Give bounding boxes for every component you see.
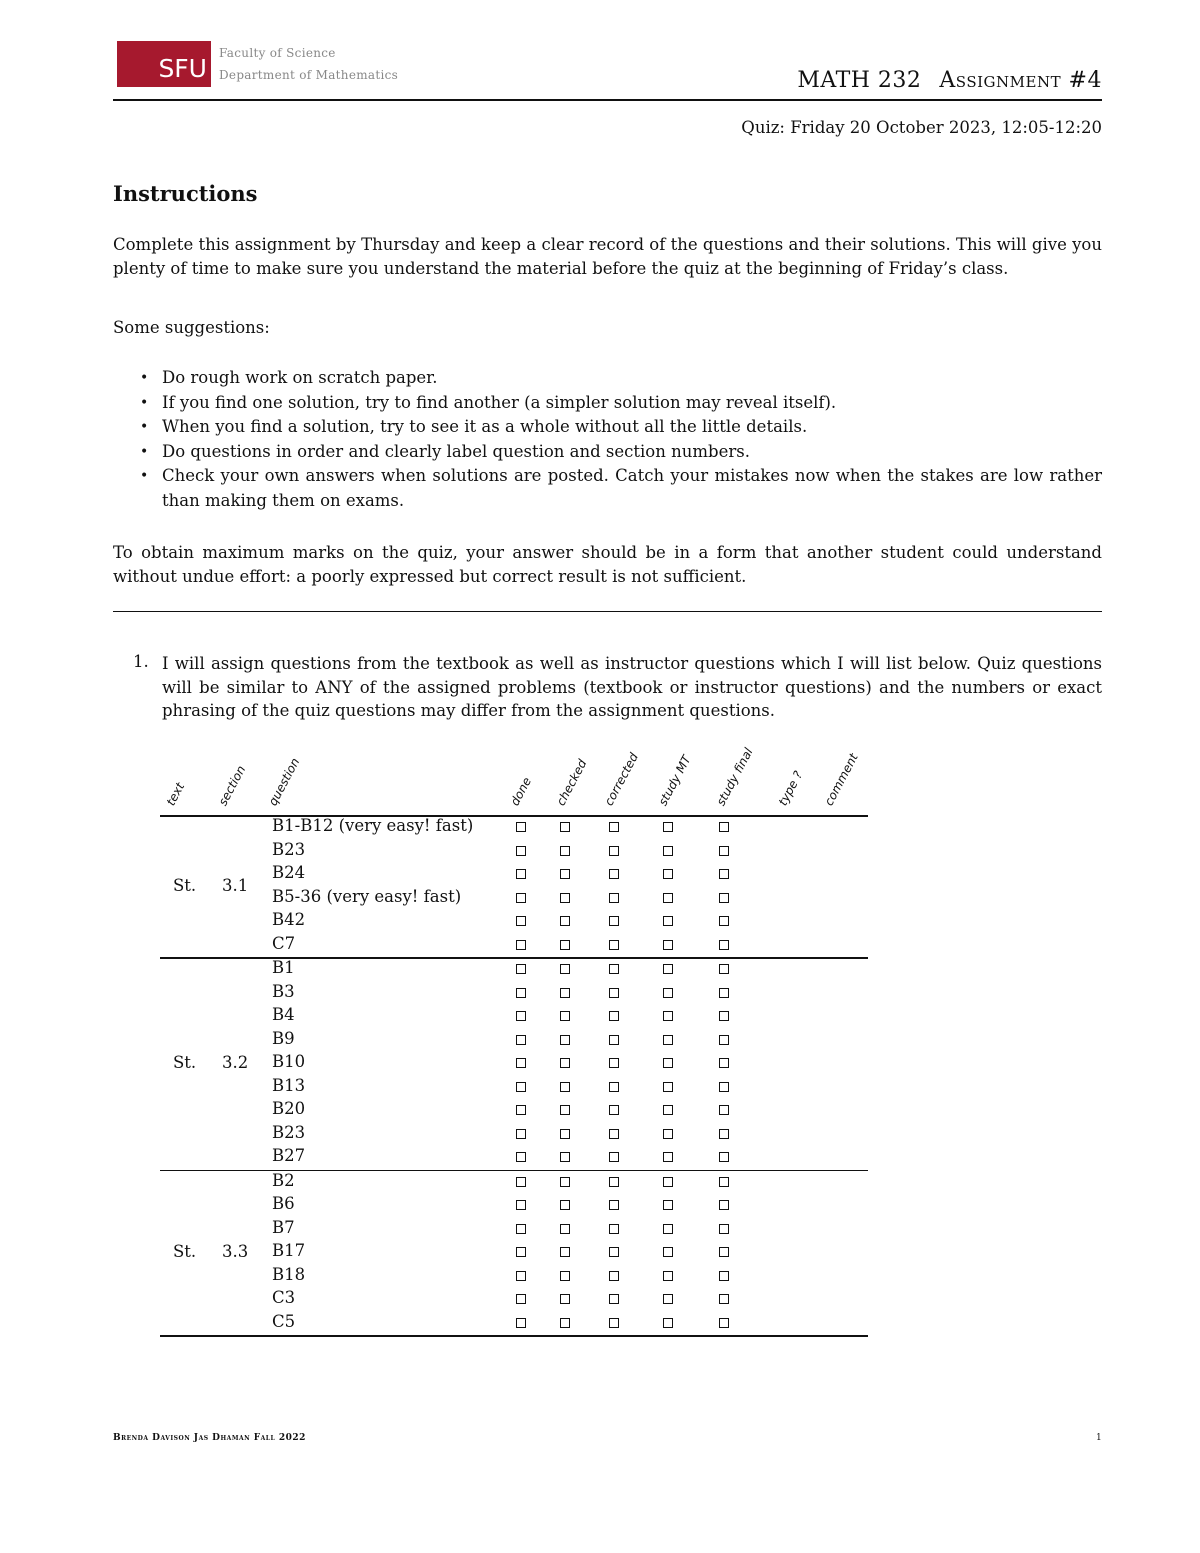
checkbox-study-mt[interactable]	[663, 1105, 673, 1115]
checkbox-corrected[interactable]	[609, 822, 619, 832]
question-cell: B6	[272, 1194, 295, 1213]
page-title	[797, 68, 1102, 93]
header-rule	[113, 99, 1102, 101]
checkbox-study-final[interactable]	[719, 1294, 729, 1304]
checkbox-done[interactable]	[516, 1011, 526, 1021]
column-header: comment	[821, 751, 861, 808]
checkbox-corrected[interactable]	[609, 1271, 619, 1281]
question-cell: B4	[272, 1005, 295, 1024]
checkbox-study-mt[interactable]	[663, 964, 673, 974]
question-cell: C3	[272, 1288, 296, 1307]
checkbox-done[interactable]	[516, 869, 526, 879]
table-rule	[160, 1170, 868, 1172]
checkbox-study-mt[interactable]	[663, 869, 673, 879]
checkbox-study-final[interactable]	[719, 1082, 729, 1092]
checkbox-checked[interactable]	[560, 1177, 570, 1187]
checkbox-checked[interactable]	[560, 1200, 570, 1210]
question-cell: B7	[272, 1217, 295, 1237]
checkbox-checked[interactable]	[560, 869, 570, 879]
question-cell: B1	[272, 958, 295, 977]
text-cell: St.	[173, 875, 197, 895]
checkbox-checked[interactable]	[560, 1082, 570, 1092]
checkbox-study-mt[interactable]	[663, 1082, 673, 1092]
checkbox-study-mt[interactable]	[663, 1177, 673, 1187]
checkbox-study-mt[interactable]	[663, 1224, 673, 1234]
faculty-name: Faculty of Science	[219, 46, 336, 60]
checkbox-corrected[interactable]	[609, 1105, 619, 1115]
list-item: • Check your own answers when solutions are posted. Catch your mistakes now when the stakes are low rather than making them on exams.	[140, 466, 1102, 510]
checkbox-checked[interactable]	[560, 1271, 570, 1281]
bullet-icon: •	[140, 394, 149, 411]
checkbox-checked[interactable]	[560, 916, 570, 926]
question-cell: B20	[272, 1099, 306, 1118]
checkbox-study-mt[interactable]	[663, 1318, 673, 1328]
checkbox-study-final[interactable]	[719, 1224, 729, 1234]
checkbox-study-final[interactable]	[719, 1011, 729, 1021]
suggestions-list	[140, 366, 1102, 513]
checkbox-study-final[interactable]	[719, 940, 729, 950]
assignment-title: Assignment #4	[939, 68, 1102, 93]
checkbox-study-mt[interactable]	[663, 940, 673, 950]
checkbox-study-mt[interactable]	[663, 916, 673, 926]
checkbox-corrected[interactable]	[609, 1011, 619, 1021]
checkbox-corrected[interactable]	[609, 1318, 619, 1328]
checkbox-study-mt[interactable]	[663, 1200, 673, 1210]
checkbox-study-mt[interactable]	[663, 822, 673, 832]
checkbox-study-final[interactable]	[719, 846, 729, 856]
checkbox-study-final[interactable]	[719, 988, 729, 998]
question-cell: C5	[272, 1311, 296, 1331]
checkbox-corrected[interactable]	[609, 1082, 619, 1092]
checkbox-corrected[interactable]	[609, 964, 619, 974]
checkbox-study-final[interactable]	[719, 1247, 729, 1257]
section-cell: 3.1	[222, 875, 249, 895]
bullet-icon: •	[140, 370, 149, 386]
checkbox-study-mt[interactable]	[663, 1152, 673, 1162]
checkbox-checked[interactable]	[560, 1129, 570, 1139]
column-header: text	[163, 780, 188, 808]
checkbox-study-mt[interactable]	[663, 988, 673, 998]
checkbox-study-mt[interactable]	[663, 1129, 673, 1139]
question-cell: B27	[272, 1146, 306, 1165]
checkbox-study-final[interactable]	[719, 1058, 729, 1068]
question-cell: B9	[272, 1028, 295, 1048]
question-cell: B1-B12 (very easy! fast)	[272, 816, 474, 835]
checkbox-done[interactable]	[516, 822, 526, 832]
course-code: MATH 232	[797, 68, 922, 93]
column-header: study final	[713, 745, 756, 808]
question-number: 1.	[133, 652, 149, 671]
checkbox-study-final[interactable]	[719, 1105, 729, 1115]
checkbox-done[interactable]	[516, 1152, 526, 1162]
table-rule	[160, 957, 868, 959]
section-cell: 3.3	[222, 1241, 249, 1261]
suggestions-label: Some suggestions:	[113, 318, 270, 337]
question-cell: B23	[272, 1122, 306, 1142]
checkbox-checked[interactable]	[560, 1035, 570, 1045]
question-cell: B10	[272, 1052, 306, 1071]
checkbox-study-mt[interactable]	[663, 846, 673, 856]
checkbox-checked[interactable]	[560, 1224, 570, 1234]
checkbox-checked[interactable]	[560, 964, 570, 974]
department-name: Department of Mathematics	[219, 68, 399, 82]
question-cell: B24	[272, 863, 306, 882]
checkbox-checked[interactable]	[560, 1011, 570, 1021]
checkbox-corrected[interactable]	[609, 893, 619, 903]
checkbox-done[interactable]	[516, 1177, 526, 1187]
question-cell: B5-36 (very easy! fast)	[272, 886, 462, 906]
checkbox-corrected[interactable]	[609, 1129, 619, 1139]
list-item: • When you find a solution, try to see it as a whole without all the little details.	[140, 415, 1102, 440]
checkbox-corrected[interactable]	[609, 1224, 619, 1234]
checkbox-done[interactable]	[516, 916, 526, 926]
checkbox-study-mt[interactable]	[663, 893, 673, 903]
column-header: type ?	[775, 768, 806, 808]
column-header: study MT	[655, 753, 694, 808]
checkbox-done[interactable]	[516, 1271, 526, 1281]
checkbox-study-mt[interactable]	[663, 1058, 673, 1068]
checkbox-done[interactable]	[516, 893, 526, 903]
quiz-date: Quiz: Friday 20 October 2023, 12:05-12:20	[741, 118, 1102, 137]
checkbox-done[interactable]	[516, 988, 526, 998]
checkbox-study-final[interactable]	[719, 893, 729, 903]
checkbox-corrected[interactable]	[609, 1035, 619, 1045]
checkbox-corrected[interactable]	[609, 1294, 619, 1304]
checkbox-done[interactable]	[516, 1035, 526, 1045]
checkbox-study-final[interactable]	[719, 1271, 729, 1281]
checkbox-study-mt[interactable]	[663, 1271, 673, 1281]
table-rule	[160, 815, 868, 817]
question-cell: B3	[272, 981, 295, 1001]
bullet-icon: •	[140, 468, 149, 484]
page-number: 1	[1096, 1433, 1102, 1443]
question-cell: B42	[272, 910, 306, 929]
checkbox-study-final[interactable]	[719, 822, 729, 832]
question-cell: C7	[272, 933, 296, 953]
checkbox-checked[interactable]	[560, 1247, 570, 1257]
checkbox-checked[interactable]	[560, 940, 570, 950]
checkbox-done[interactable]	[516, 1224, 526, 1234]
checkbox-study-final[interactable]	[719, 1318, 729, 1328]
list-item: • If you find one solution, try to find another (a simpler solution may reveal itself).	[140, 391, 1102, 416]
checkbox-checked[interactable]	[560, 1318, 570, 1328]
checkbox-corrected[interactable]	[609, 846, 619, 856]
checkbox-checked[interactable]	[560, 1105, 570, 1115]
section-divider	[113, 611, 1102, 612]
instructions-heading: Instructions	[113, 181, 258, 206]
checkbox-done[interactable]	[516, 846, 526, 856]
column-header: corrected	[601, 750, 641, 808]
intro-paragraph: Complete this assignment by Thursday and keep a clear record of the questions and their solutions. This will give you plenty of time to make sure you understand the material before the quiz at the beginning of Friday’s class.	[113, 235, 1102, 278]
sfu-logo	[117, 41, 211, 87]
checkbox-study-mt[interactable]	[663, 1035, 673, 1045]
question-cell: B23	[272, 839, 306, 859]
checkbox-study-final[interactable]	[719, 1177, 729, 1187]
question-cell: B2	[272, 1170, 295, 1190]
checkbox-study-final[interactable]	[719, 916, 729, 926]
checkbox-done[interactable]	[516, 1294, 526, 1304]
checkbox-corrected[interactable]	[609, 869, 619, 879]
list-item: • Do questions in order and clearly label question and section numbers.	[140, 440, 1102, 465]
checkbox-study-final[interactable]	[719, 1129, 729, 1139]
checkbox-corrected[interactable]	[609, 940, 619, 950]
checkbox-corrected[interactable]	[609, 1058, 619, 1068]
question-cell: B17	[272, 1241, 306, 1260]
column-header: checked	[553, 757, 590, 808]
checkbox-done[interactable]	[516, 1082, 526, 1092]
checkbox-study-final[interactable]	[719, 1152, 729, 1162]
checkbox-study-mt[interactable]	[663, 1247, 673, 1257]
checkbox-checked[interactable]	[560, 1152, 570, 1162]
checkbox-done[interactable]	[516, 940, 526, 950]
text-cell: St.	[173, 1241, 197, 1261]
checkbox-corrected[interactable]	[609, 916, 619, 926]
logo-text: SFU	[158, 54, 207, 83]
question-cell: B13	[272, 1075, 306, 1095]
checkbox-done[interactable]	[516, 964, 526, 974]
text-cell: St.	[173, 1052, 197, 1072]
checkbox-done[interactable]	[516, 1200, 526, 1210]
checkbox-done[interactable]	[516, 1105, 526, 1115]
footer-authors: Brenda Davison Jas Dhaman Fall 2022	[113, 1433, 306, 1443]
checkbox-corrected[interactable]	[609, 1177, 619, 1187]
checkbox-study-mt[interactable]	[663, 1294, 673, 1304]
bullet-icon: •	[140, 419, 149, 435]
table-rule	[160, 1335, 868, 1337]
bullet-icon: •	[140, 443, 149, 460]
checkbox-checked[interactable]	[560, 846, 570, 856]
checkbox-checked[interactable]	[560, 988, 570, 998]
checkbox-study-final[interactable]	[719, 964, 729, 974]
column-header: section	[215, 763, 249, 808]
column-header: done	[507, 774, 535, 808]
checkbox-corrected[interactable]	[609, 988, 619, 998]
checkbox-study-final[interactable]	[719, 869, 729, 879]
checkbox-study-mt[interactable]	[663, 1011, 673, 1021]
section-cell: 3.2	[222, 1052, 249, 1072]
marks-note: To obtain maximum marks on the quiz, your answer should be in a form that another student could understand without undue effort: a poorly expressed but correct result is not sufficient.	[113, 543, 1102, 586]
checkbox-corrected[interactable]	[609, 1152, 619, 1162]
checkbox-checked[interactable]	[560, 1058, 570, 1068]
checkbox-done[interactable]	[516, 1247, 526, 1257]
checkbox-done[interactable]	[516, 1318, 526, 1328]
checkbox-study-final[interactable]	[719, 1200, 729, 1210]
question-text: I will assign questions from the textbook as well as instructor questions which I will list below. Quiz questions will be similar to ANY of the assigned problems (textbook or instructor questions) and the numbers or exact phrasing of the quiz questions may differ from the assignment questions.	[162, 654, 1102, 720]
checkbox-done[interactable]	[516, 1129, 526, 1139]
list-item: • Do rough work on scratch paper.	[140, 366, 1102, 391]
checkbox-checked[interactable]	[560, 1294, 570, 1304]
column-header: question	[265, 755, 303, 808]
checkbox-checked[interactable]	[560, 822, 570, 832]
checkbox-study-final[interactable]	[719, 1035, 729, 1045]
question-cell: B18	[272, 1264, 306, 1284]
checkbox-corrected[interactable]	[609, 1247, 619, 1257]
checkbox-done[interactable]	[516, 1058, 526, 1068]
checkbox-corrected[interactable]	[609, 1200, 619, 1210]
checkbox-checked[interactable]	[560, 893, 570, 903]
